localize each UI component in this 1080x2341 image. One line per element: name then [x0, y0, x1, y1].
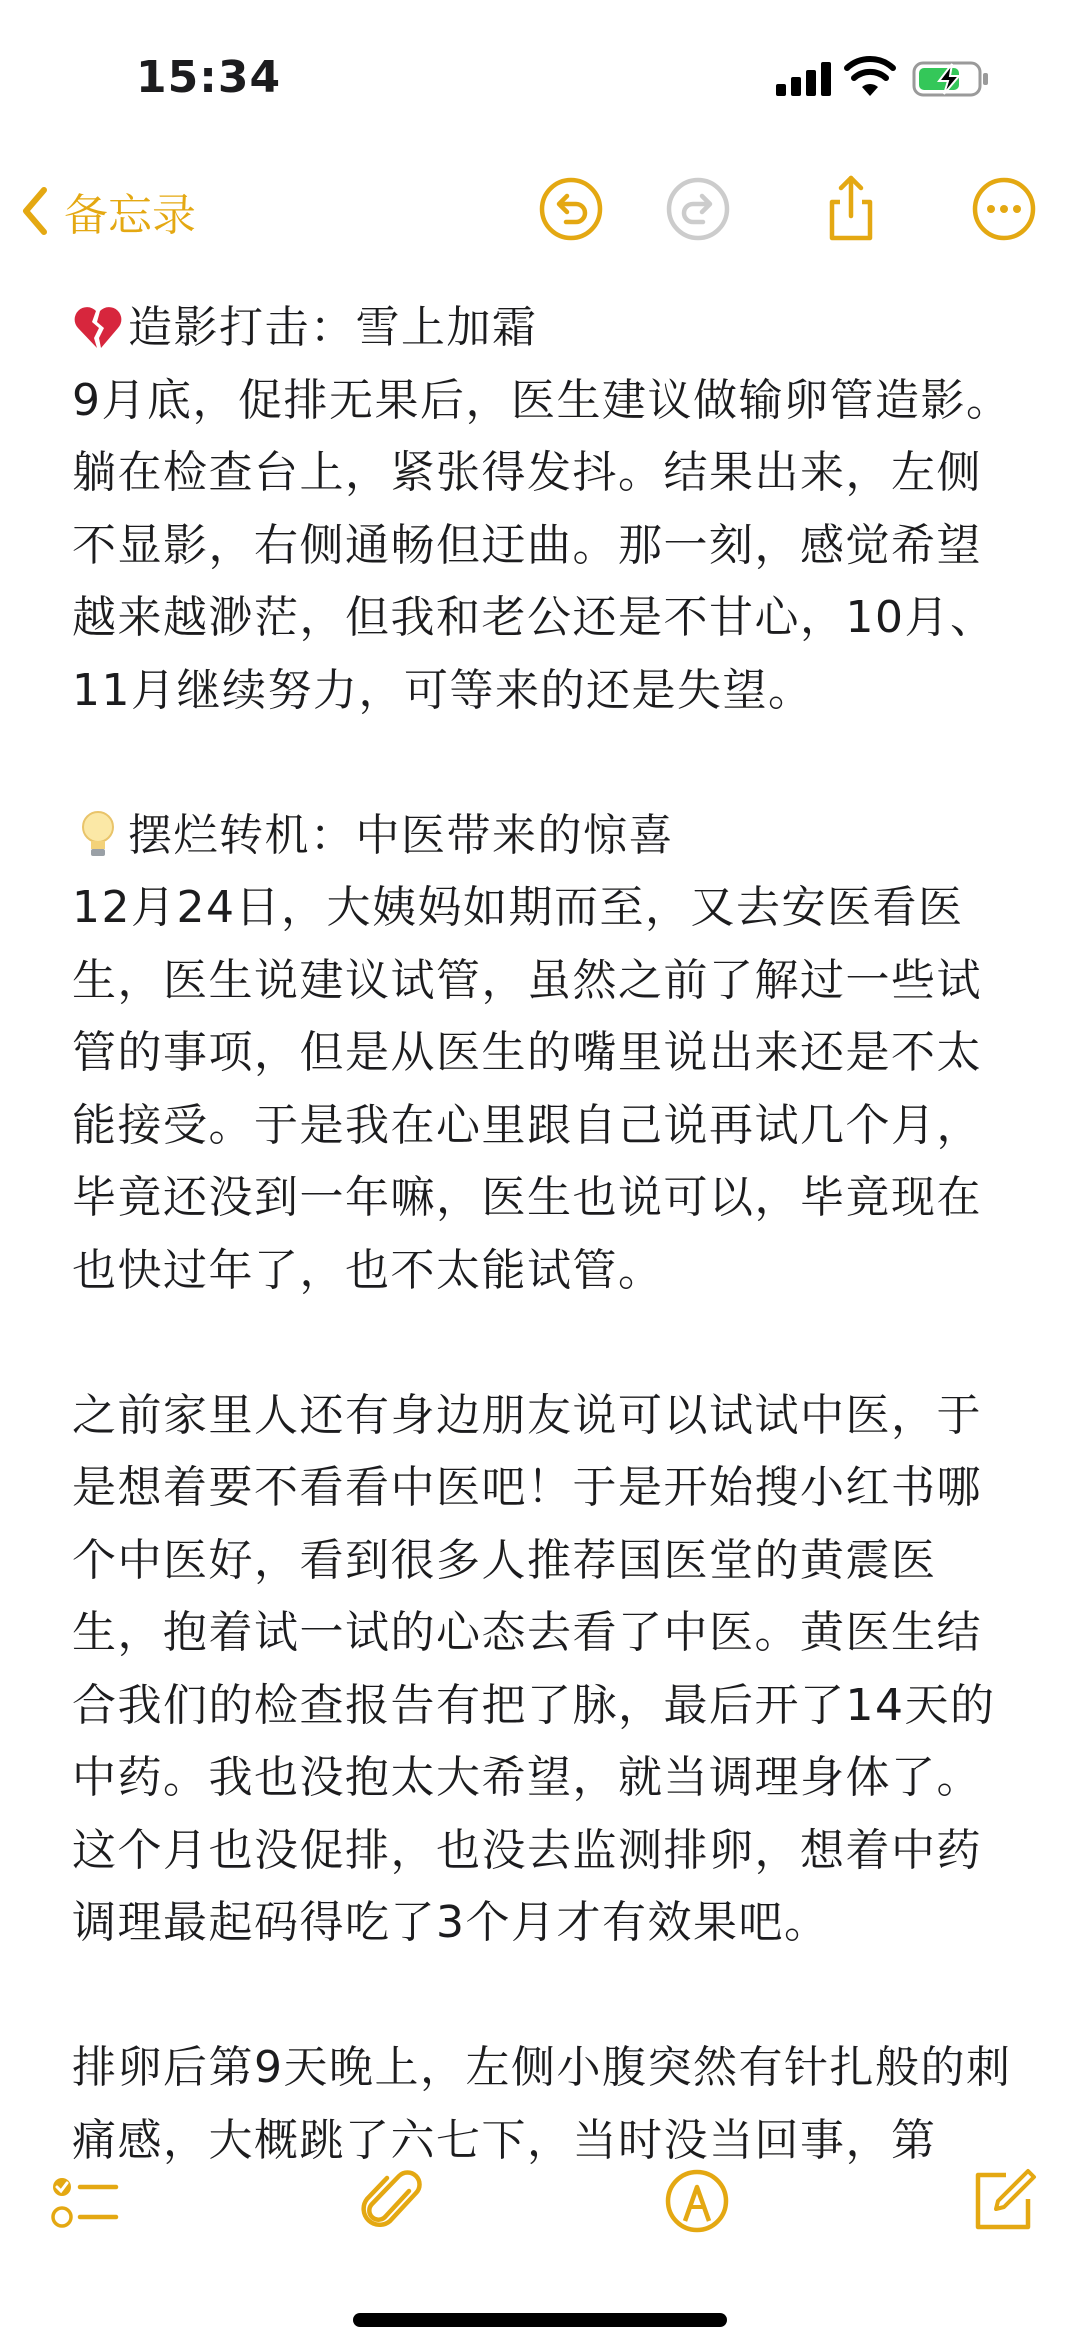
note-paragraph: 9月底，促排无果后，医生建议做输卵管造影。躺在检查台上，紧张得发抖。结果出来，左侧不显影，右侧通畅但迂曲。那一刻，感觉希望越来越渺茫，但我和老公还是不甘心，10月、11月继续努力，可等来的还是失望。	[72, 374, 1012, 716]
wifi-icon	[846, 58, 894, 98]
more-options-icon[interactable]	[969, 174, 1039, 244]
status-bar	[0, 0, 1080, 150]
broken-heart-icon	[72, 300, 124, 352]
back-button[interactable]	[20, 180, 196, 242]
heading-text: 摆烂转机：中医带来的惊喜	[128, 809, 674, 861]
redo-icon[interactable]	[663, 174, 733, 244]
status-time: 15:34	[136, 52, 282, 103]
battery-charging-icon	[912, 60, 992, 98]
light-bulb-icon	[72, 808, 124, 860]
home-indicator[interactable]	[353, 2313, 727, 2327]
markup-pen-icon[interactable]	[661, 2165, 733, 2237]
back-button-label: 备忘录	[64, 190, 196, 241]
heading-text: 造影打击：雪上加霜	[128, 302, 538, 353]
bottom-toolbar	[0, 2145, 1080, 2255]
compose-icon[interactable]	[966, 2165, 1038, 2237]
nav-bar	[0, 160, 1080, 260]
note-paragraph: 12月24日，大姨妈如期而至，又去安医看医生，医生说建议试管，虽然之前了解过一些试管的事项，但是从医生的嘴里说出来还是不太能接受。于是我在心里跟自己说再试几个月，毕竟还没到一年嘛，医生也说可以，毕竟现在也快过年了，也不太能试管。	[72, 882, 982, 1296]
blank-line	[72, 1960, 1012, 2033]
note-heading-1	[72, 292, 1012, 365]
checklist-icon[interactable]	[48, 2165, 120, 2237]
paperclip-icon[interactable]	[357, 2165, 429, 2237]
note-paragraph: 排卵后第9天晚上，左侧小腹突然有针扎般的刺痛感，大概跳了六七下，当时没当回事，第	[72, 2042, 1012, 2166]
note-heading-2	[72, 800, 1012, 873]
share-icon[interactable]	[816, 174, 886, 244]
blank-line	[72, 1307, 1012, 1380]
cellular-signal-icon	[776, 62, 832, 96]
note-body[interactable]	[72, 292, 1012, 2166]
chevron-left-icon	[20, 186, 50, 236]
note-paragraph: 之前家里人还有身边朋友说可以试试中医，于是想着要不看看中医吧！于是开始搜小红书哪个中医好，看到很多人推荐国医堂的黄震医生，抱着试一试的心态去看了中医。黄医生结合我们的检查报告有把了脉，最后开了14天的中药。我也没抱太大希望，就当调理身体了。这个月也没促排，也没去监测排卵，想着中药调理最起码得吃了3个月才有效果吧。	[72, 1389, 996, 1948]
undo-icon[interactable]	[536, 174, 606, 244]
blank-line	[72, 727, 1012, 800]
